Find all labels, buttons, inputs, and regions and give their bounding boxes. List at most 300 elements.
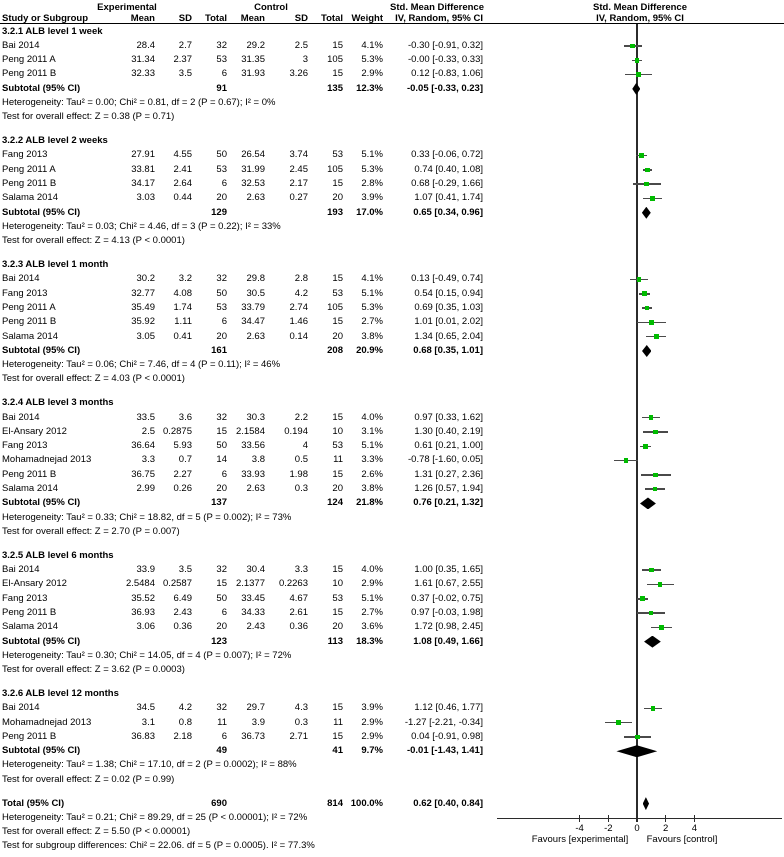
exp-sd-cell: 2.37	[173, 54, 192, 66]
ctl-mean-cell: 31.35	[241, 54, 265, 66]
study-name-cell: Bai 2014	[2, 39, 40, 51]
plot-title-line1: Std. Mean Difference	[593, 1, 687, 13]
study-row	[0, 148, 483, 162]
heterogeneity-text-cell: Heterogeneity: Tau² = 0.33; Chi² = 18.82, df = 5 (P = 0.002); I² = 73%	[2, 511, 292, 523]
weight-cell: 3.1%	[361, 425, 383, 437]
section-title: 3.2.1 ALB level 1 week	[2, 25, 103, 37]
exp-total-cell: 20	[216, 621, 227, 633]
exp-mean-cell: 2.5484	[125, 578, 155, 590]
exp-total-cell: 32	[216, 411, 227, 423]
overall-effect-text-cell: Test for overall effect: Z = 3.62 (P = 0.0003)	[2, 664, 185, 676]
total-heterogeneity-text-cell: Heterogeneity: Tau² = 0.21; Chi² = 89.29, df = 25 (P < 0.00001); I² = 72%	[2, 811, 308, 823]
subtotal-row	[0, 344, 483, 358]
exp-sd-cell: 4.08	[173, 287, 192, 299]
ctl-mean-cell: 2.63	[246, 330, 265, 342]
study-row	[0, 191, 483, 205]
exp-sd-cell: 0.2587	[162, 578, 192, 590]
weight-cell: 4.1%	[361, 39, 383, 51]
exp-total-cell: 32	[216, 564, 227, 575]
weight-cell: 5.1%	[361, 287, 383, 299]
ctl-sd-cell: 1.98	[289, 468, 308, 480]
study-row	[0, 39, 483, 53]
total-heterogeneity-row	[0, 811, 483, 825]
section-title: 3.2.5 ALB level 6 months	[2, 549, 114, 561]
exp-total-cell: 32	[216, 273, 227, 285]
group-header-experimental: Experimental	[97, 1, 157, 13]
effect-point-marker	[639, 153, 644, 158]
study-row	[0, 730, 483, 744]
study-row	[0, 620, 483, 634]
col-header-exp-mean: Mean	[130, 12, 155, 24]
weight-cell: 100.0%	[350, 797, 383, 809]
group-header-control: Control	[254, 1, 288, 13]
weight-cell: 2.9%	[361, 716, 383, 728]
weight-cell: 2.9%	[361, 68, 383, 80]
exp-sd-cell: 2.7	[178, 39, 192, 51]
ctl-sd-cell: 4	[302, 440, 308, 452]
ci-text-cell: -0.78 [-1.60, 0.05]	[408, 454, 483, 466]
effect-point-marker	[645, 168, 650, 173]
study-name-cell: Fang 2013	[2, 149, 48, 161]
study-name-cell: Mohamadnejad 2013	[2, 716, 92, 728]
effect-point-marker	[649, 568, 654, 573]
ctl-mean-cell: 34.33	[241, 606, 265, 618]
section-title-row	[0, 25, 483, 39]
study-column-header: Study or Subgroup	[2, 12, 89, 24]
study-row	[0, 439, 483, 453]
total-effect-test-row	[0, 825, 483, 839]
exp-sd-cell: 0.41	[173, 330, 192, 342]
ci-text-cell: 1.12 [0.46, 1.77]	[414, 702, 483, 714]
study-name-cell: El-Ansary 2012	[2, 425, 67, 437]
col-header-ctl-sd: SD	[294, 12, 308, 24]
subtotal-diamond	[644, 636, 661, 648]
ci-text-cell: 0.61 [0.21, 1.00]	[414, 440, 483, 452]
exp-mean-cell: 35.92	[131, 316, 155, 328]
heterogeneity-text-cell: Heterogeneity: Tau² = 0.00; Chi² = 0.81, df = 2 (P = 0.67); I² = 0%	[2, 97, 276, 108]
weight-cell: 3.8%	[361, 483, 383, 494]
study-row	[0, 468, 483, 482]
ctl-total-cell: 10	[332, 578, 343, 590]
weight-cell: 2.6%	[361, 468, 383, 480]
exp-mean-cell: 33.9	[136, 564, 155, 575]
ctl-mean-cell: 2.1584	[235, 425, 265, 437]
weight-cell: 4.1%	[361, 273, 383, 285]
study-row	[0, 592, 483, 606]
exp-sd-cell: 3.2	[178, 273, 192, 285]
subtotal-row	[0, 496, 483, 510]
overall-effect-test-row	[0, 110, 483, 124]
ci-text-cell: 0.76 [0.21, 1.32]	[413, 497, 483, 509]
study-row	[0, 606, 483, 620]
total-row	[0, 797, 483, 811]
exp-sd-cell: 4.2	[178, 702, 192, 714]
ctl-total-cell: 15	[332, 411, 343, 423]
col-header-ci: IV, Random, 95% CI	[395, 12, 483, 24]
exp-mean-cell: 30.2	[136, 273, 155, 285]
subtotal-row	[0, 635, 483, 649]
ci-text-cell: -0.00 [-0.33, 0.33]	[408, 54, 483, 66]
exp-mean-cell: 32.77	[131, 287, 155, 299]
study-row	[0, 330, 483, 344]
exp-mean-cell: 27.91	[131, 149, 155, 161]
axis-tick-label: 2	[663, 822, 669, 834]
effect-point-marker	[651, 706, 656, 711]
col-header-exp-sd: SD	[178, 12, 192, 24]
section-title-row	[0, 396, 483, 410]
exp-total-cell: 6	[221, 178, 227, 189]
col-header-weight: Weight	[351, 12, 383, 24]
overall-effect-test-row	[0, 234, 483, 248]
study-row	[0, 163, 483, 177]
ci-text-cell: 0.13 [-0.49, 0.74]	[411, 273, 483, 285]
study-name-cell: El-Ansary 2012	[2, 578, 67, 590]
exp-sd-cell: 0.36	[173, 621, 192, 633]
ctl-sd-cell: 0.14	[289, 330, 308, 342]
study-name-cell: Peng 2011 B	[2, 730, 57, 742]
ctl-sd-cell: 0.2263	[278, 578, 308, 590]
subtotal-diamond	[616, 745, 657, 757]
exp-sd-cell: 0.7	[178, 454, 192, 466]
exp-total-cell: 123	[211, 635, 227, 647]
exp-total-cell: 91	[216, 82, 227, 94]
weight-cell: 3.9%	[361, 192, 383, 204]
subtotal-label-cell: Subtotal (95% CI)	[2, 745, 81, 757]
exp-sd-cell: 2.64	[173, 178, 192, 189]
effect-point-marker	[653, 487, 658, 492]
ci-text-cell: 0.69 [0.35, 1.03]	[414, 301, 483, 313]
ctl-sd-cell: 3.74	[289, 149, 308, 161]
weight-cell: 21.8%	[356, 497, 383, 509]
ci-text-cell: 1.00 [0.35, 1.65]	[414, 564, 483, 575]
effect-point-marker	[635, 58, 640, 63]
weight-cell: 2.9%	[361, 578, 383, 590]
study-row	[0, 301, 483, 315]
ctl-total-cell: 20	[332, 330, 343, 342]
ctl-sd-cell: 0.36	[289, 621, 308, 633]
section-title: 3.2.2 ALB level 2 weeks	[2, 135, 108, 147]
ci-text-cell: 1.31 [0.27, 2.36]	[414, 468, 483, 480]
ci-text-cell: 0.37 [-0.02, 0.75]	[411, 592, 483, 604]
exp-total-cell: 129	[211, 206, 227, 218]
subtotal-row	[0, 82, 483, 96]
weight-cell: 3.8%	[361, 330, 383, 342]
effect-point-marker	[644, 182, 649, 187]
ci-text-cell: 0.54 [0.15, 0.94]	[414, 287, 483, 299]
ctl-total-cell: 53	[332, 440, 343, 452]
study-row	[0, 411, 483, 425]
exp-total-cell: 6	[221, 468, 227, 480]
ci-text-cell: 1.08 [0.49, 1.66]	[413, 635, 483, 647]
ctl-total-cell: 11	[333, 454, 343, 466]
ctl-total-cell: 15	[332, 316, 343, 328]
ctl-total-cell: 814	[327, 797, 343, 809]
ctl-mean-cell: 2.1377	[235, 578, 265, 590]
ctl-total-cell: 41	[332, 745, 343, 757]
section-title-row	[0, 549, 483, 563]
exp-total-cell: 6	[221, 606, 227, 618]
weight-cell: 4.0%	[361, 564, 383, 575]
exp-mean-cell: 36.75	[131, 468, 155, 480]
subgroup-test-row	[0, 839, 483, 853]
weight-cell: 5.1%	[361, 149, 383, 161]
effect-point-marker	[636, 72, 641, 77]
exp-sd-cell: 3.6	[178, 411, 192, 423]
exp-mean-cell: 32.33	[131, 68, 155, 80]
study-name-cell: Peng 2011 A	[2, 54, 56, 66]
ci-text-cell: -0.01 [-1.43, 1.41]	[406, 745, 483, 757]
ci-text-cell: 0.97 [0.33, 1.62]	[414, 411, 483, 423]
ctl-total-cell: 124	[327, 497, 343, 509]
overall-effect-test-row	[0, 525, 483, 539]
weight-cell: 17.0%	[356, 206, 383, 218]
ctl-total-cell: 15	[332, 273, 343, 285]
col-header-exp-total: Total	[205, 12, 227, 24]
x-axis-line	[497, 818, 782, 819]
axis-tick	[579, 815, 580, 822]
ctl-sd-cell: 0.5	[294, 454, 308, 466]
ctl-total-cell: 15	[332, 564, 343, 575]
subtotal-label-cell: Subtotal (95% CI)	[2, 497, 81, 509]
study-name-cell: Peng 2011 B	[2, 178, 57, 189]
exp-mean-cell: 36.83	[131, 730, 155, 742]
ctl-mean-cell: 33.79	[241, 301, 265, 313]
ctl-mean-cell: 30.3	[246, 411, 265, 423]
exp-total-cell: 6	[221, 730, 227, 742]
study-name-cell: Bai 2014	[2, 273, 40, 285]
ctl-mean-cell: 32.53	[241, 178, 265, 189]
ci-text-cell: 1.26 [0.57, 1.94]	[414, 483, 483, 494]
heterogeneity-text-cell: Heterogeneity: Tau² = 0.06; Chi² = 7.46, df = 4 (P = 0.11); I² = 46%	[2, 359, 281, 371]
subtotal-label-cell: Subtotal (95% CI)	[2, 344, 81, 356]
effect-point-marker	[643, 444, 648, 449]
ctl-total-cell: 15	[332, 178, 343, 189]
ctl-mean-cell: 33.93	[241, 468, 265, 480]
ctl-sd-cell: 2.5	[294, 39, 308, 51]
weight-cell: 5.1%	[361, 440, 383, 452]
overall-effect-test-row	[0, 663, 483, 677]
ctl-total-cell: 11	[333, 716, 343, 728]
exp-mean-cell: 36.64	[131, 440, 155, 452]
exp-total-cell: 15	[216, 578, 227, 590]
ctl-mean-cell: 26.54	[241, 149, 265, 161]
ctl-mean-cell: 30.4	[246, 564, 265, 575]
overall-effect-text-cell: Test for overall effect: Z = 4.13 (P < 0.0001)	[2, 235, 185, 247]
exp-sd-cell: 5.93	[173, 440, 192, 452]
axis-tick-label: -4	[575, 822, 584, 834]
axis-tick-label: 0	[634, 822, 640, 834]
study-row	[0, 315, 483, 329]
exp-sd-cell: 2.41	[173, 163, 192, 175]
exp-mean-cell: 35.49	[131, 301, 155, 313]
exp-sd-cell: 0.44	[173, 192, 192, 204]
ctl-total-cell: 15	[332, 68, 343, 80]
ctl-mean-cell: 33.56	[241, 440, 265, 452]
ctl-sd-cell: 0.194	[284, 425, 308, 437]
study-name-cell: Bai 2014	[2, 564, 40, 575]
study-name-cell: Salama 2014	[2, 483, 58, 494]
subtotal-diamond	[642, 207, 651, 219]
forest-plot-panel	[483, 0, 784, 857]
exp-sd-cell: 0.2875	[162, 425, 192, 437]
ctl-mean-cell: 36.73	[241, 730, 265, 742]
ci-text-cell: 0.12 [-0.83, 1.06]	[411, 68, 483, 80]
ctl-mean-cell: 3.9	[251, 716, 265, 728]
overall-effect-text-cell: Test for overall effect: Z = 4.03 (P < 0.0001)	[2, 373, 185, 385]
ctl-sd-cell: 3.3	[294, 564, 308, 575]
study-row	[0, 287, 483, 301]
subtotal-label-cell: Subtotal (95% CI)	[2, 635, 81, 647]
ctl-total-cell: 135	[327, 82, 343, 94]
ctl-mean-cell: 31.99	[241, 163, 265, 175]
axis-tick	[608, 815, 609, 822]
ci-text-cell: -0.30 [-0.91, 0.32]	[408, 39, 483, 51]
effect-point-marker	[624, 458, 629, 463]
ctl-sd-cell: 4.2	[294, 287, 308, 299]
section-title-row	[0, 687, 483, 701]
ctl-sd-cell: 1.46	[289, 316, 308, 328]
study-row	[0, 53, 483, 67]
exp-total-cell: 50	[216, 440, 227, 452]
exp-total-cell: 11	[217, 716, 227, 728]
weight-cell: 2.9%	[361, 730, 383, 742]
overall-effect-text-cell: Test for overall effect: Z = 0.38 (P = 0.71)	[2, 111, 175, 123]
exp-mean-cell: 3.06	[136, 621, 155, 633]
subtotal-row	[0, 744, 483, 758]
study-name-cell: Fang 2013	[2, 287, 48, 299]
heterogeneity-row	[0, 96, 483, 110]
ctl-mean-cell: 2.63	[246, 192, 265, 204]
ctl-sd-cell: 2.2	[294, 411, 308, 423]
weight-cell: 4.0%	[361, 411, 383, 423]
heterogeneity-row	[0, 649, 483, 663]
axis-tick-label: 4	[691, 822, 698, 834]
overall-effect-text-cell: Test for overall effect: Z = 2.70 (P = 0.007)	[2, 525, 180, 537]
effect-point-marker	[635, 735, 640, 740]
plot-title-line2: IV, Random, 95% CI	[596, 12, 684, 24]
exp-mean-cell: 33.5	[136, 411, 155, 423]
study-row	[0, 482, 483, 496]
exp-total-cell: 20	[216, 483, 227, 494]
ctl-sd-cell: 2.17	[289, 178, 308, 189]
heterogeneity-row	[0, 758, 483, 772]
ctl-mean-cell: 29.8	[246, 273, 265, 285]
weight-cell: 3.6%	[361, 621, 383, 633]
exp-mean-cell: 31.34	[131, 54, 155, 66]
ctl-sd-cell: 0.3	[294, 483, 308, 494]
exp-sd-cell: 2.27	[173, 468, 192, 480]
ctl-total-cell: 20	[332, 483, 343, 494]
axis-tick	[636, 815, 637, 822]
study-name-cell: Peng 2011 A	[2, 163, 56, 175]
heterogeneity-row	[0, 220, 483, 234]
exp-total-cell: 6	[221, 68, 227, 80]
section-title: 3.2.3 ALB level 1 month	[2, 259, 109, 270]
exp-total-cell: 32	[216, 702, 227, 714]
heterogeneity-text-cell: Heterogeneity: Tau² = 0.03; Chi² = 4.46, df = 3 (P = 0.22); I² = 33%	[2, 220, 281, 232]
exp-total-cell: 50	[216, 287, 227, 299]
study-name-cell: Mohamadnejad 2013	[2, 454, 92, 466]
effect-point-marker	[658, 582, 663, 587]
study-row	[0, 563, 483, 577]
ctl-mean-cell: 30.5	[246, 287, 265, 299]
total-effect-text-cell: Test for overall effect: Z = 5.50 (P < 0.00001)	[2, 826, 191, 838]
ctl-total-cell: 20	[332, 192, 343, 204]
exp-total-cell: 14	[216, 454, 227, 466]
exp-mean-cell: 35.52	[131, 592, 155, 604]
ctl-mean-cell: 33.45	[241, 592, 265, 604]
weight-cell: 9.7%	[361, 745, 383, 757]
subtotal-row	[0, 206, 483, 220]
exp-total-cell: 49	[216, 745, 227, 757]
section-title: 3.2.4 ALB level 3 months	[2, 397, 114, 409]
ci-text-cell: -0.05 [-0.33, 0.23]	[406, 82, 483, 94]
exp-sd-cell: 3.5	[178, 564, 192, 575]
effect-point-marker	[659, 625, 664, 630]
exp-sd-cell: 3.5	[178, 68, 192, 80]
overall-effect-test-row	[0, 372, 483, 386]
weight-cell: 2.8%	[361, 178, 383, 189]
exp-total-cell: 137	[211, 497, 227, 509]
axis-tick	[665, 815, 666, 822]
ctl-total-cell: 10	[332, 425, 343, 437]
study-row	[0, 716, 483, 730]
exp-total-cell: 53	[216, 301, 227, 313]
exp-mean-cell: 34.5	[136, 702, 155, 714]
study-name-cell: Salama 2014	[2, 330, 58, 342]
heterogeneity-text-cell: Heterogeneity: Tau² = 1.38; Chi² = 17.10, df = 2 (P = 0.0002); I² = 88%	[2, 759, 297, 771]
exp-mean-cell: 28.4	[136, 39, 155, 51]
effect-point-marker	[630, 44, 635, 49]
section-title-row	[0, 134, 483, 148]
ctl-mean-cell: 31.93	[241, 68, 265, 80]
section-title-row	[0, 258, 483, 272]
effect-point-marker	[642, 291, 647, 296]
weight-cell: 2.7%	[361, 606, 383, 618]
ctl-total-cell: 15	[332, 39, 343, 51]
ctl-total-cell: 105	[327, 163, 343, 175]
exp-sd-cell: 1.74	[173, 301, 192, 313]
ctl-sd-cell: 0.3	[294, 716, 308, 728]
section-title: 3.2.6 ALB level 12 months	[2, 687, 119, 699]
ctl-total-cell: 193	[327, 206, 343, 218]
exp-total-cell: 50	[216, 149, 227, 161]
ctl-sd-cell: 3.26	[289, 68, 308, 80]
exp-total-cell: 32	[216, 39, 227, 51]
ctl-mean-cell: 29.7	[246, 702, 265, 714]
study-name-cell: Salama 2014	[2, 621, 58, 633]
exp-total-cell: 15	[216, 425, 227, 437]
ctl-total-cell: 208	[327, 344, 343, 356]
subtotal-label-cell: Subtotal (95% CI)	[2, 82, 81, 94]
overall-effect-text-cell: Test for overall effect: Z = 0.02 (P = 0.99)	[2, 773, 175, 785]
exp-total-cell: 690	[211, 797, 227, 809]
ctl-sd-cell: 2.8	[294, 273, 308, 285]
study-name-cell: Bai 2014	[2, 702, 40, 714]
favours-experimental-label: Favours [experimental]	[531, 834, 629, 845]
ctl-mean-cell: 2.63	[246, 483, 265, 494]
weight-cell: 5.3%	[361, 163, 383, 175]
ci-text-cell: 0.74 [0.40, 1.08]	[414, 163, 483, 175]
ctl-sd-cell: 2.74	[289, 301, 308, 313]
study-name-cell: Bai 2014	[2, 411, 40, 423]
ctl-sd-cell: 3	[302, 54, 308, 66]
heterogeneity-text-cell: Heterogeneity: Tau² = 0.30; Chi² = 14.05, df = 4 (P = 0.007); I² = 72%	[2, 649, 292, 661]
ctl-total-cell: 53	[332, 149, 343, 161]
exp-total-cell: 20	[216, 192, 227, 204]
study-name-cell: Salama 2014	[2, 192, 58, 204]
ci-text-cell: 0.33 [-0.06, 0.72]	[411, 149, 483, 161]
